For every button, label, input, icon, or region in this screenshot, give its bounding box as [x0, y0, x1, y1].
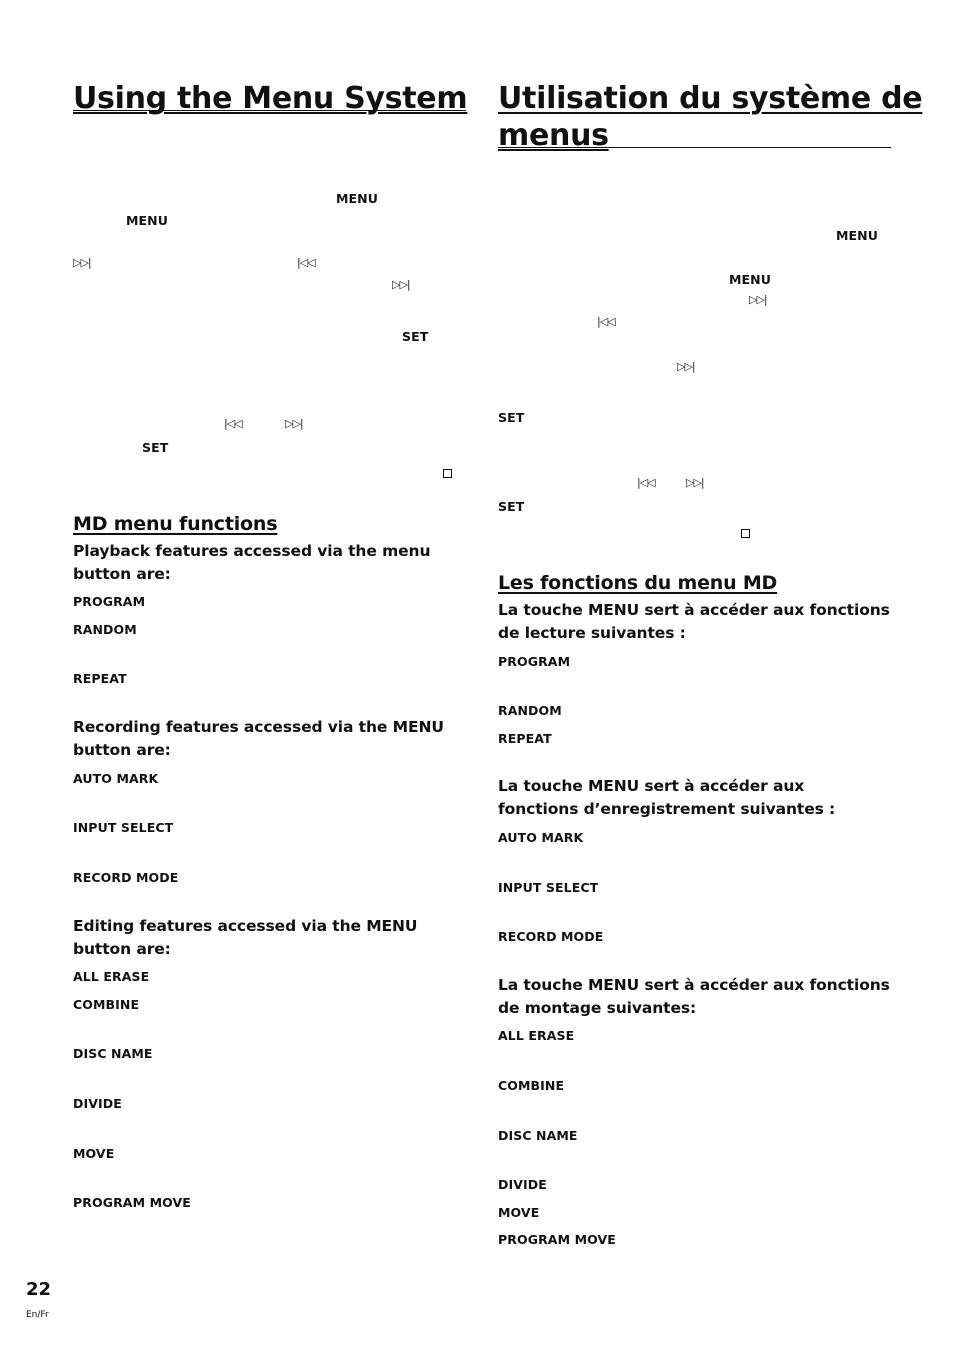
- skip-next-icon: ▷▷|: [749, 293, 767, 306]
- playback-intro: Playback features accessed via the menu button are:: [73, 542, 431, 583]
- menu-keyword: MENU: [836, 228, 878, 243]
- playback-intro-fr: La touche MENU sert à accéder aux fonctions de lecture suivantes :: [498, 601, 890, 642]
- page-title-french-line1: Utilisation du système de: [498, 81, 923, 116]
- title-rule-english: [73, 110, 466, 111]
- feature-auto-mark: AUTO MARK: [498, 830, 584, 845]
- feature-program-move: PROGRAM MOVE: [73, 1195, 191, 1210]
- title-rule-french: [498, 147, 891, 148]
- feature-divide: DIVIDE: [498, 1177, 547, 1192]
- set-keyword: SET: [142, 440, 169, 455]
- skip-next-icon: ▷▷|: [677, 360, 695, 373]
- skip-previous-icon: |◁◁: [297, 256, 315, 269]
- feature-move: MOVE: [498, 1205, 540, 1220]
- menu-keyword: MENU: [729, 272, 771, 287]
- feature-move: MOVE: [73, 1146, 115, 1161]
- feature-record-mode: RECORD MODE: [73, 870, 179, 885]
- feature-combine: COMBINE: [73, 997, 140, 1012]
- skip-next-icon: ▷▷|: [285, 417, 303, 430]
- page-title-english: Using the Menu System: [73, 81, 468, 116]
- feature-program: PROGRAM: [498, 654, 571, 669]
- skip-previous-icon: |◁◁: [597, 315, 615, 328]
- feature-all-erase: ALL ERASE: [73, 969, 150, 984]
- feature-random: RANDOM: [73, 622, 137, 637]
- menu-keyword: MENU: [336, 191, 378, 206]
- feature-all-erase: ALL ERASE: [498, 1028, 575, 1043]
- feature-combine: COMBINE: [498, 1078, 565, 1093]
- recording-intro: Recording features accessed via the MENU button are:: [73, 718, 444, 759]
- feature-disc-name: DISC NAME: [73, 1046, 153, 1061]
- skip-next-icon: ▷▷|: [73, 256, 91, 269]
- feature-program: PROGRAM: [73, 594, 146, 609]
- section-heading-menu-md: Les fonctions du menu MD: [498, 572, 778, 594]
- skip-next-icon: ▷▷|: [686, 476, 704, 489]
- skip-previous-icon: |◁◁: [224, 417, 242, 430]
- recording-intro-fr: La touche MENU sert à accéder aux fonctions d’enregistrement suivantes :: [498, 777, 836, 818]
- skip-next-icon: ▷▷|: [392, 278, 410, 291]
- section-heading-md-menu: MD menu functions: [73, 513, 278, 535]
- page-title-french-line2: menus: [498, 118, 609, 153]
- feature-divide: DIVIDE: [73, 1096, 122, 1111]
- feature-program-move: PROGRAM MOVE: [498, 1232, 616, 1247]
- set-keyword: SET: [402, 329, 429, 344]
- feature-auto-mark: AUTO MARK: [73, 771, 159, 786]
- feature-record-mode: RECORD MODE: [498, 929, 604, 944]
- feature-disc-name: DISC NAME: [498, 1128, 578, 1143]
- page-number: 22: [26, 1279, 52, 1300]
- feature-random: RANDOM: [498, 703, 562, 718]
- menu-keyword: MENU: [126, 213, 168, 228]
- stop-icon: [443, 469, 452, 478]
- editing-intro-fr: La touche MENU sert à accéder aux fonctions de montage suivantes:: [498, 976, 890, 1017]
- set-keyword: SET: [498, 499, 525, 514]
- feature-repeat: REPEAT: [73, 671, 127, 686]
- language-label: En/Fr: [26, 1310, 49, 1320]
- editing-intro: Editing features accessed via the MENU button are:: [73, 917, 418, 958]
- stop-icon: [741, 529, 750, 538]
- feature-input-select: INPUT SELECT: [498, 880, 599, 895]
- set-keyword: SET: [498, 410, 525, 425]
- skip-previous-icon: |◁◁: [637, 476, 655, 489]
- feature-repeat: REPEAT: [498, 731, 552, 746]
- feature-input-select: INPUT SELECT: [73, 820, 174, 835]
